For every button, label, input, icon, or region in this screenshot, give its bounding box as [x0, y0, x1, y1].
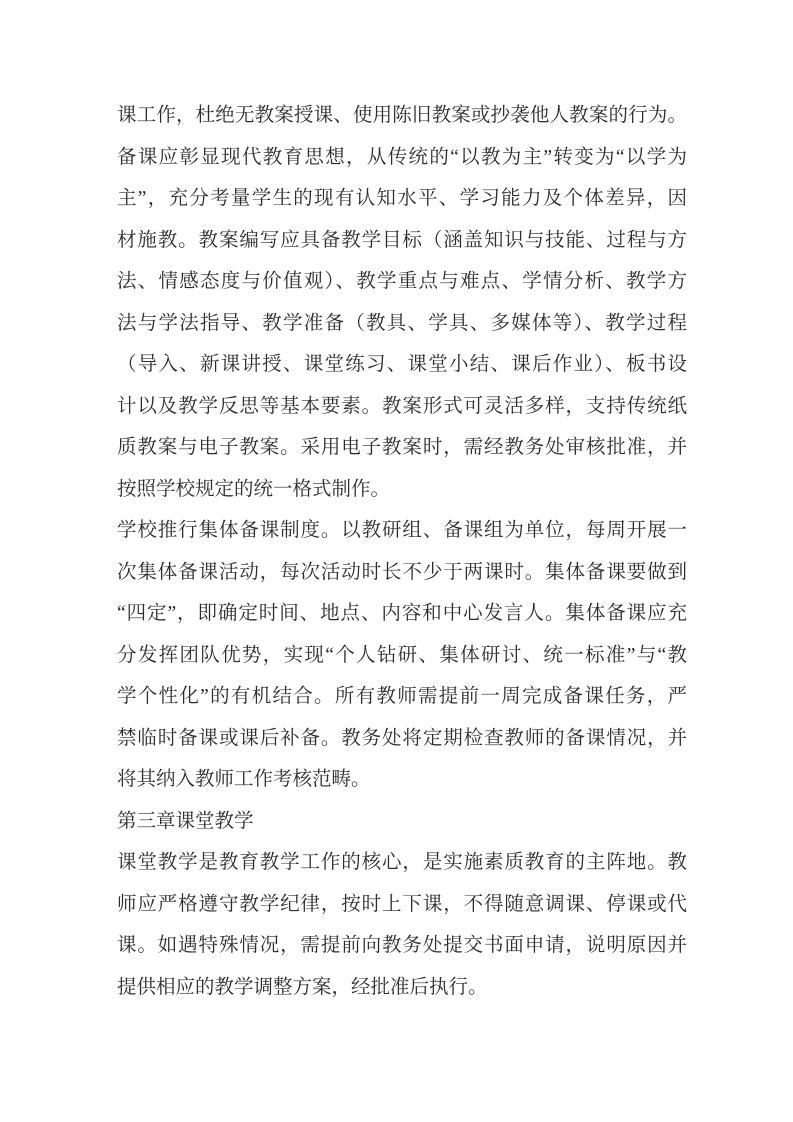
text-line: 课堂教学是教育教学工作的核心，是实施素质教育的主阵地。教 — [117, 852, 687, 873]
text-line: 主”，充分考量学生的现有认知水平、学习能力及个体差异，因 — [117, 188, 687, 209]
paragraph-classroom-teaching — [117, 842, 687, 1008]
text-line: 备课应彰显现代教育思想，从传统的“以教为主”转变为“以学为 — [117, 146, 687, 168]
text-line: 次集体备课活动，每次活动时长不少于两课时。集体备课要做到 — [117, 561, 687, 583]
text-line: 材施教。教案编写应具备教学目标（涵盖知识与技能、过程与方 — [117, 229, 687, 251]
text-line: （导入、新课讲授、课堂练习、课堂小结、课后作业）、板书设 — [117, 354, 687, 375]
paragraph-collective-lesson-prep — [117, 510, 687, 801]
text-line: 分发挥团队优势，实现“个人钻研、集体研讨、统一标准”与“教 — [117, 644, 687, 666]
text-line: 法与学法指导、教学准备（教具、学具、多媒体等）、教学过程 — [117, 312, 687, 334]
text-line: 按照学校规定的统一格式制作。 — [117, 478, 391, 500]
text-line: 计以及教学反思等基本要素。教案形式可灵活多样，支持传统纸 — [117, 395, 687, 417]
text-line: 法、情感态度与价值观）、教学重点与难点、学情分析、教学方 — [117, 271, 687, 292]
text-line: 学个性化”的有机结合。所有教师需提前一周完成备课任务，严 — [117, 686, 687, 707]
text-line: 质教案与电子教案。采用电子教案时，需经教务处审核批准，并 — [117, 437, 687, 458]
text-line: “四定”，即确定时间、地点、内容和中心发言人。集体备课应充 — [117, 603, 687, 624]
text-line: 师应严格遵守教学纪律，按时上下课，不得随意调课、停课或代 — [117, 893, 687, 915]
text-line: 学校推行集体备课制度。以教研组、备课组为单位，每周开展一 — [117, 520, 687, 541]
text-line: 课工作，杜绝无教案授课、使用陈旧教案或抄袭他人教案的行为。 — [117, 105, 687, 126]
document-body — [117, 95, 687, 1008]
text-line: 课。如遇特殊情况，需提前向教务处提交书面申请，说明原因并 — [117, 935, 687, 956]
heading-chapter-three-classroom-teaching — [117, 801, 687, 843]
text-line: 提供相应的教学调整方案，经批准后执行。 — [117, 976, 488, 998]
text-line: 禁临时备课或课后补备。教务处将定期检查教师的备课情况，并 — [117, 727, 687, 749]
paragraph-lesson-preparation — [117, 95, 687, 510]
text-line: 将其纳入教师工作考核范畴。 — [117, 769, 371, 790]
heading-line: 第三章课堂教学 — [117, 810, 254, 832]
